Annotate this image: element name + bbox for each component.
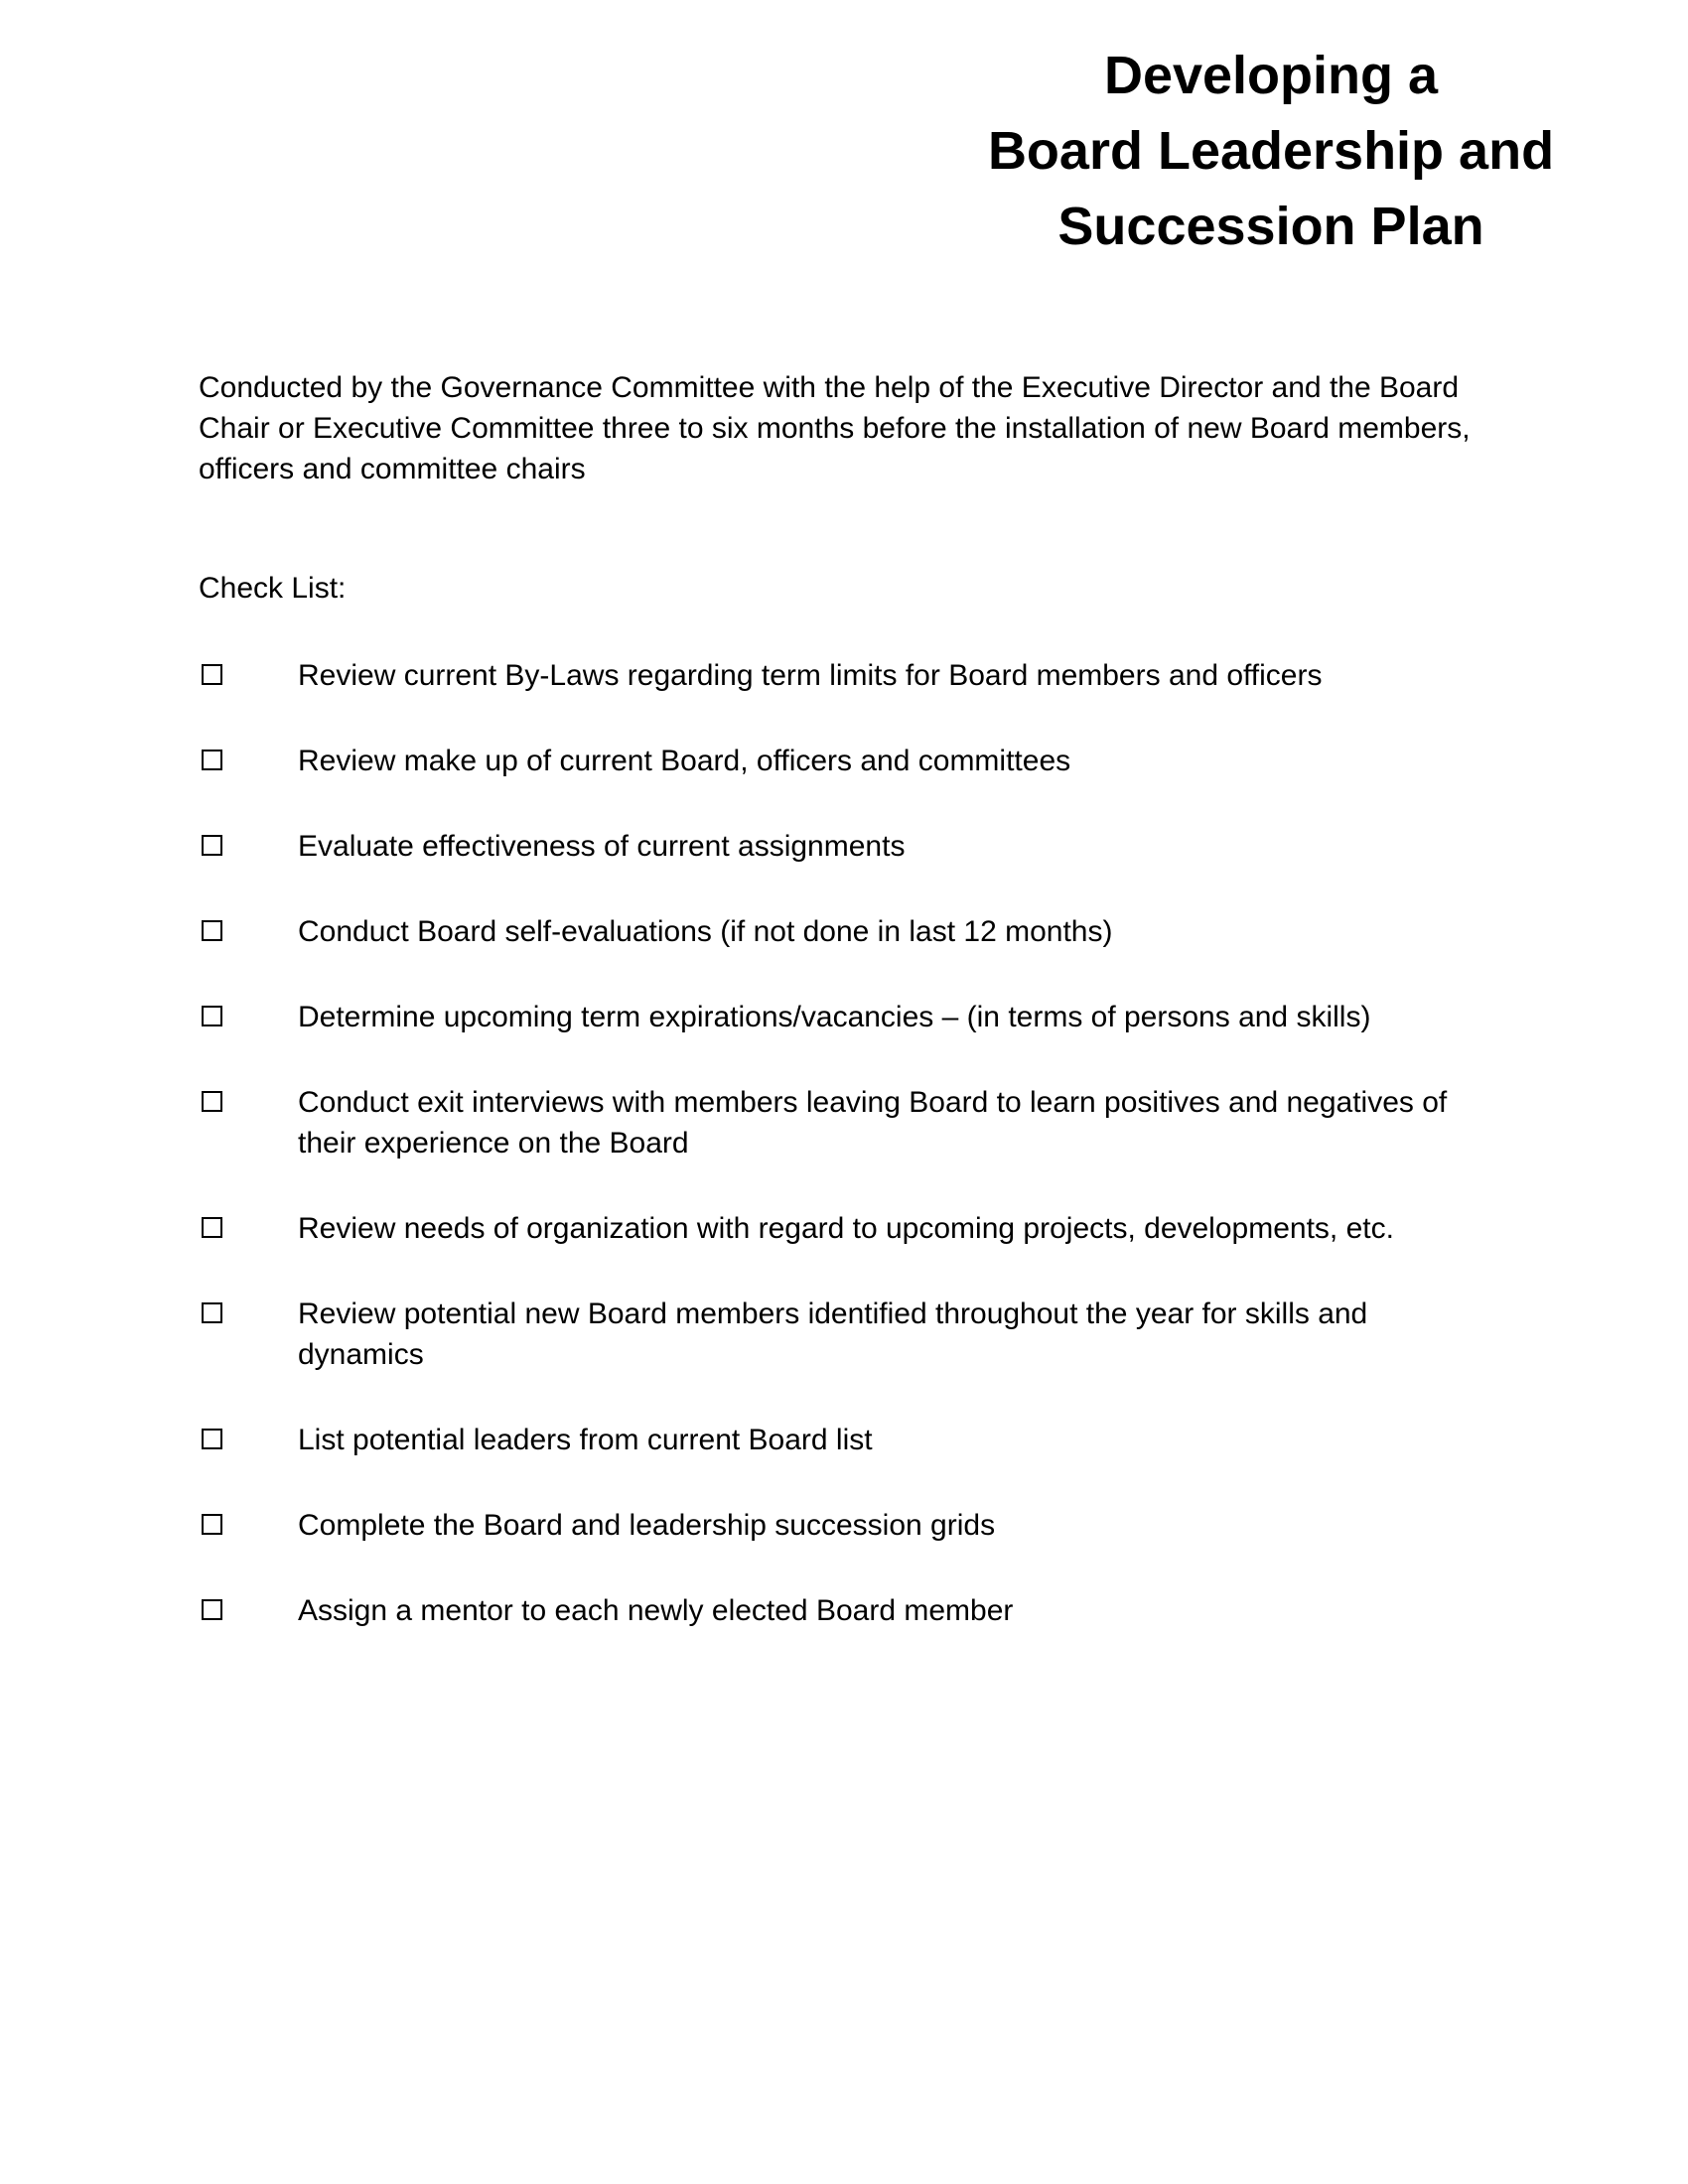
checklist — [199, 655, 1509, 1676]
checklist-item-text: Complete the Board and leadership succession grids — [298, 1509, 996, 1542]
checkbox-icon[interactable] — [202, 664, 222, 685]
checklist-item — [199, 997, 1509, 1037]
checkbox-icon[interactable] — [202, 1006, 222, 1026]
checklist-item — [199, 1294, 1509, 1375]
title-line-3: Succession Plan — [1057, 197, 1484, 256]
checklist-item — [199, 1505, 1509, 1546]
checklist-item-text: Conduct Board self-evaluations (if not done in last 12 months) — [298, 915, 1113, 948]
checklist-item-text: Review needs of organization with regard to upcoming projects, developments, etc. — [298, 1212, 1394, 1245]
checkbox-icon[interactable] — [202, 1091, 222, 1112]
checklist-item — [199, 1208, 1509, 1249]
checkbox-icon[interactable] — [202, 1429, 222, 1449]
checkbox-icon[interactable] — [202, 750, 222, 770]
page-title — [953, 38, 1589, 264]
checklist-item — [199, 1082, 1509, 1163]
checkbox-icon[interactable] — [202, 835, 222, 856]
checklist-item-text: List potential leaders from current Board list — [298, 1424, 873, 1456]
checklist-item — [199, 911, 1509, 952]
checklist-item-text: Review make up of current Board, officers and committees — [298, 745, 1071, 777]
checklist-item — [199, 826, 1509, 867]
checklist-item-text: Evaluate effectiveness of current assignments — [298, 830, 906, 863]
checklist-item — [199, 741, 1509, 781]
checklist-item-text: Determine upcoming term expirations/vacancies – (in terms of persons and skills) — [298, 1001, 1371, 1033]
checklist-item — [199, 1590, 1509, 1631]
title-line-2: Board Leadership and — [987, 121, 1555, 181]
checklist-item-text: Review potential new Board members identified throughout the year for skills and dynamics — [298, 1297, 1368, 1371]
checklist-item-text: Assign a mentor to each newly elected Board member — [298, 1594, 1014, 1627]
checkbox-icon[interactable] — [202, 1302, 222, 1323]
checkbox-icon[interactable] — [202, 920, 222, 941]
checklist-item-text: Review current By-Laws regarding term limits for Board members and officers — [298, 659, 1323, 692]
title-line-1: Developing a — [1103, 46, 1439, 105]
checkbox-icon[interactable] — [202, 1514, 222, 1535]
intro-paragraph: Conducted by the Governance Committee with the help of the Executive Director and the Board Chair or Executive Committee three to six months before the installation of new Board members, officers and committee chairs — [199, 371, 1471, 485]
checklist-item — [199, 1420, 1509, 1460]
checkbox-icon[interactable] — [202, 1217, 222, 1238]
checklist-item — [199, 655, 1509, 696]
checkbox-icon[interactable] — [202, 1599, 222, 1620]
checklist-label: Check List: — [199, 572, 347, 605]
checklist-item-text: Conduct exit interviews with members leaving Board to learn positives and negatives of their experience on the Board — [298, 1086, 1448, 1160]
